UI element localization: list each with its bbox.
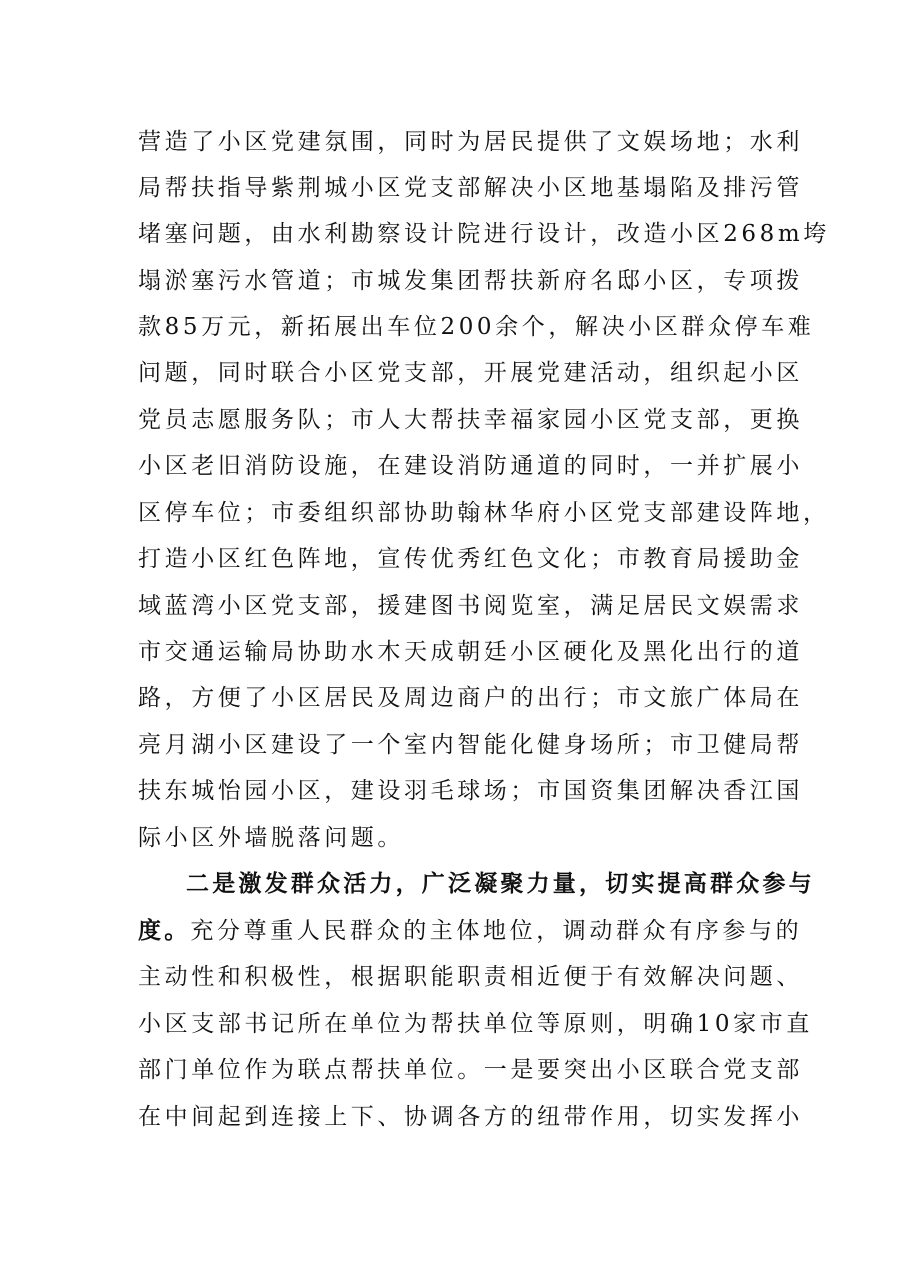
text-line: 部门单位作为联点帮扶单位。一是要突出小区联合党支部 bbox=[138, 1057, 803, 1083]
text-line: 际小区外墙脱落问题。 bbox=[138, 825, 404, 851]
text-line: 党员志愿服务队；市人大帮扶幸福家园小区党支部，更换 bbox=[138, 407, 803, 433]
text-line: 局帮扶指导紫荆城小区党支部解决小区地基塌陷及排污管 bbox=[138, 175, 803, 201]
text-line: 塌淤塞污水管道；市城发集团帮扶新府名邸小区，专项拨 bbox=[138, 268, 803, 294]
text-line: 域蓝湾小区党支部，援建图书阅览室，满足居民文娱需求 bbox=[138, 593, 803, 619]
text-line: 扶东城怡园小区，建设羽毛球场；市国资集团解决香江国 bbox=[138, 778, 803, 804]
text-line-rest: 充分尊重人民群众的主体地位，调动群众有序参与的 bbox=[190, 918, 803, 944]
text-line: 小区老旧消防设施，在建设消防通道的同时，一并扩展小 bbox=[138, 453, 803, 479]
text-line: 市交通运输局协助水木天成朝廷小区硬化及黑化出行的道 bbox=[138, 639, 803, 665]
text-line: 打造小区红色阵地，宣传优秀红色文化；市教育局援助金 bbox=[138, 546, 803, 572]
text-line bbox=[138, 911, 802, 951]
text-line: 主动性和积极性，根据职能职责相近便于有效解决问题、 bbox=[138, 964, 803, 990]
text-line: 区停车位；市委组织部协助翰林华府小区党支部建设阵地， bbox=[138, 500, 830, 526]
text-line: 在中间起到连接上下、协调各方的纽带作用，切实发挥小 bbox=[138, 1104, 803, 1130]
text-line: 问题，同时联合小区党支部，开展党建活动，组织起小区 bbox=[138, 360, 803, 386]
text-line: 亮月湖小区建设了一个室内智能化健身场所；市卫健局帮 bbox=[138, 732, 803, 758]
text-line: 路，方便了小区居民及周边商户的出行；市文旅广体局在 bbox=[138, 685, 803, 711]
section-heading: 二是激发群众活力，广泛凝聚力量，切实提高群众参与 bbox=[186, 870, 815, 897]
text-line: 堵塞问题，由水利勘察设计院进行设计，改造小区268m垮 bbox=[138, 221, 830, 247]
text-line: 营造了小区党建氛围，同时为居民提供了文娱场地；水利 bbox=[138, 129, 803, 155]
section-heading-end: 度。 bbox=[138, 917, 191, 944]
text-line: 款85万元，新拓展出车位200余个，解决小区群众停车难 bbox=[138, 314, 815, 340]
text-line: 小区支部书记所在单位为帮扶单位等原则，明确10家市直 bbox=[138, 1011, 813, 1037]
